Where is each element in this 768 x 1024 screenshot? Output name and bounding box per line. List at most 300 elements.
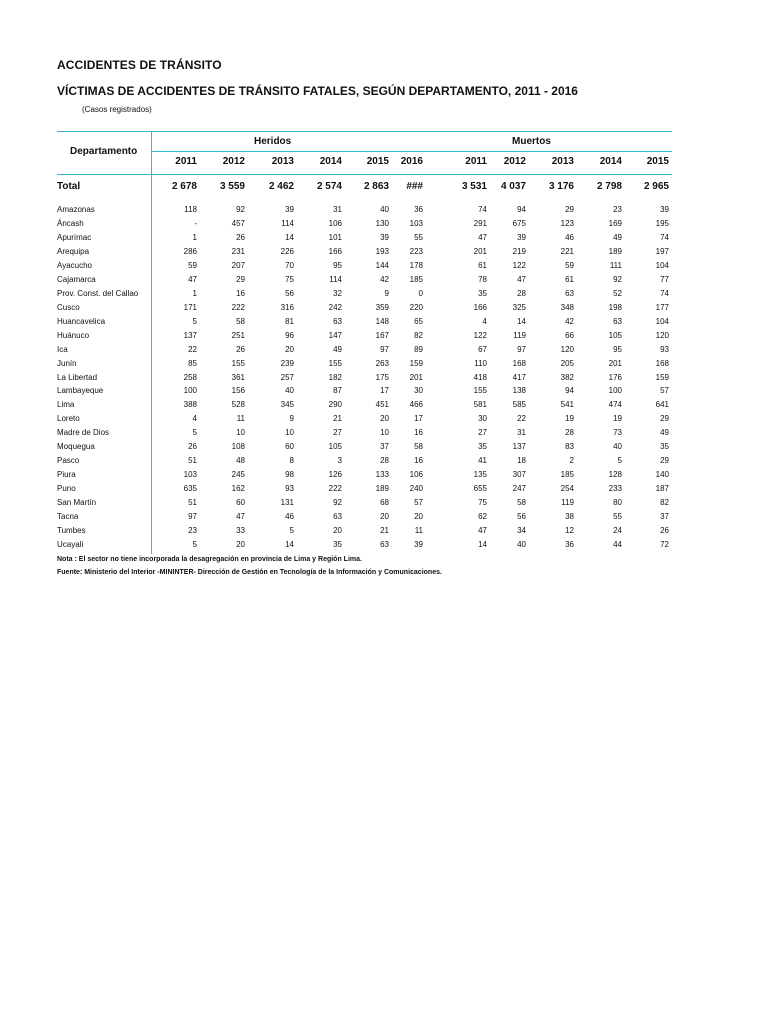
table-cell: 114	[329, 275, 342, 284]
table-cell: 418	[473, 373, 487, 382]
table-cell: 61	[565, 275, 574, 284]
table-cell: 19	[613, 414, 622, 423]
table-cell: 22	[517, 414, 526, 423]
table-cell: 388	[183, 400, 197, 409]
table-cell: 94	[517, 205, 526, 214]
table-cell: 24	[613, 526, 622, 535]
table-cell: 57	[660, 386, 669, 395]
table-cell: 42	[380, 275, 389, 284]
table-cell: 55	[414, 233, 423, 242]
year-header: 2013	[271, 156, 294, 167]
table-cell: 105	[328, 442, 342, 451]
table-cell: 63	[380, 540, 389, 549]
table-cell: 44	[613, 540, 622, 549]
table-cell: 126	[328, 470, 342, 479]
table-cell: 95	[333, 261, 342, 270]
department-name: Arequipa	[57, 247, 90, 256]
table-cell: 47	[236, 512, 245, 521]
department-name: Apurímac	[57, 233, 92, 242]
table-cell: 17	[380, 386, 389, 395]
table-cell: 39	[660, 205, 669, 214]
table-cell: 8	[289, 456, 294, 465]
table-cell: 23	[188, 526, 197, 535]
table-cell: 21	[380, 526, 389, 535]
department-name: Áncash	[57, 219, 84, 228]
table-cell: 28	[517, 289, 526, 298]
table-cell: 92	[613, 275, 622, 284]
table-cell: 316	[280, 303, 294, 312]
table-cell: 41	[478, 456, 487, 465]
table-cell: 63	[333, 317, 342, 326]
table-cell: 177	[655, 303, 669, 312]
table-cell: 106	[328, 219, 342, 228]
table-cell: 74	[660, 289, 669, 298]
table-cell: 130	[375, 219, 389, 228]
table-cell: 159	[409, 359, 423, 368]
total-cell: ###	[406, 181, 423, 192]
table-cell: 3	[337, 456, 342, 465]
table-cell: 474	[608, 400, 622, 409]
table-cell: 12	[565, 526, 574, 535]
table-cell: 247	[512, 484, 526, 493]
table-cell: 104	[655, 317, 669, 326]
table-cell: 26	[236, 345, 245, 354]
table-cell: 63	[613, 317, 622, 326]
table-cell: 68	[380, 498, 389, 507]
table-cell: 2	[569, 456, 574, 465]
table-cell: 30	[414, 386, 423, 395]
table-cell: 77	[660, 275, 669, 284]
table-cell: 47	[517, 275, 526, 284]
table-cell: 239	[280, 359, 294, 368]
table-cell: 451	[375, 400, 389, 409]
table-cell: 39	[285, 205, 294, 214]
table-cell: 128	[608, 470, 622, 479]
table-cell: 114	[281, 219, 294, 228]
table-cell: 466	[409, 400, 423, 409]
table-cell: 26	[660, 526, 669, 535]
table-cell: 655	[473, 484, 487, 493]
table-cell: 81	[285, 317, 294, 326]
table-cell: 38	[565, 512, 574, 521]
table-cell: 182	[328, 373, 342, 382]
table-cell: 226	[280, 247, 294, 256]
table-cell: 119	[513, 331, 526, 340]
table-cell: 176	[608, 373, 622, 382]
table-cell: 104	[655, 261, 669, 270]
department-name: Piura	[57, 470, 76, 479]
table-cell: 140	[655, 470, 669, 479]
table-cell: 133	[375, 470, 389, 479]
table-cell: 245	[231, 470, 245, 479]
table-cell: 359	[375, 303, 389, 312]
year-header: 2012	[222, 156, 245, 167]
department-name: Loreto	[57, 414, 80, 423]
table-cell: 201	[409, 373, 423, 382]
table-cell: 22	[188, 345, 197, 354]
table-cell: 26	[236, 233, 245, 242]
table-cell: 34	[517, 526, 526, 535]
table-cell: 222	[328, 484, 342, 493]
table-cell: 51	[188, 498, 197, 507]
table-cell: 9	[289, 414, 294, 423]
table-cell: 382	[560, 373, 574, 382]
muertos-header: Muertos	[512, 136, 551, 147]
table-cell: 37	[380, 442, 389, 451]
year-header: 2014	[599, 156, 622, 167]
table-cell: 122	[473, 331, 487, 340]
table-cell: 5	[617, 456, 622, 465]
table-cell: 52	[613, 289, 622, 298]
year-header: 2014	[319, 156, 342, 167]
section-title: ACCIDENTES DE TRÁNSITO	[57, 58, 222, 72]
table-cell: 178	[409, 261, 423, 270]
table-cell: 5	[192, 540, 197, 549]
department-name: Prov. Const. del Callao	[57, 289, 139, 298]
table-cell: 29	[660, 414, 669, 423]
department-name: Ucayali	[57, 540, 84, 549]
table-cell: 96	[285, 331, 294, 340]
table-cell: 58	[236, 317, 245, 326]
table-cell: 16	[236, 289, 245, 298]
department-name: Tacna	[57, 512, 79, 521]
table-cell: 223	[409, 247, 423, 256]
table-cell: -	[194, 219, 197, 228]
table-cell: 457	[231, 219, 245, 228]
table-cell: 189	[608, 247, 622, 256]
table-cell: 97	[517, 345, 526, 354]
table-cell: 635	[183, 484, 197, 493]
total-cell: 2 678	[171, 181, 197, 192]
table-cell: 5	[192, 428, 197, 437]
table-cell: 220	[409, 303, 423, 312]
table-cell: 100	[608, 386, 622, 395]
table-cell: 27	[478, 428, 487, 437]
table-cell: 4	[192, 414, 197, 423]
table-cell: 242	[328, 303, 342, 312]
table-cell: 93	[285, 484, 294, 493]
table-cell: 20	[380, 414, 389, 423]
table-cell: 257	[280, 373, 294, 382]
table-cell: 641	[655, 400, 669, 409]
table-cell: 60	[285, 442, 294, 451]
table-cell: 14	[517, 317, 526, 326]
group-underline	[151, 151, 672, 152]
table-cell: 111	[609, 261, 622, 270]
department-name: Tumbes	[57, 526, 86, 535]
department-name: Ica	[57, 345, 68, 354]
total-label: Total	[57, 181, 81, 192]
table-cell: 40	[613, 442, 622, 451]
table-cell: 263	[375, 359, 389, 368]
table-cell: 29	[236, 275, 245, 284]
total-cell: 2 798	[596, 181, 622, 192]
table-cell: 16	[414, 456, 423, 465]
department-name: Junín	[57, 359, 77, 368]
table-cell: 75	[478, 498, 487, 507]
table-cell: 0	[418, 289, 423, 298]
year-header: 2013	[551, 156, 574, 167]
table-cell: 159	[655, 373, 669, 382]
table-cell: 10	[285, 428, 294, 437]
table-cell: 231	[231, 247, 245, 256]
table-cell: 100	[183, 386, 197, 395]
table-cell: 39	[380, 233, 389, 242]
table-cell: 29	[565, 205, 574, 214]
table-cell: 147	[328, 331, 342, 340]
departamento-header: Departamento	[70, 146, 138, 157]
table-cell: 58	[517, 498, 526, 507]
table-cell: 85	[188, 359, 197, 368]
table-cell: 207	[231, 261, 245, 270]
table-cell: 131	[280, 498, 294, 507]
table-cell: 67	[478, 345, 487, 354]
table-cell: 168	[512, 359, 526, 368]
department-name: Ayacucho	[57, 261, 92, 270]
table-cell: 166	[473, 303, 487, 312]
table-cell: 585	[512, 400, 526, 409]
table-cell: 40	[285, 386, 294, 395]
table-cell: 47	[188, 275, 197, 284]
table-cell: 82	[414, 331, 423, 340]
year-header: 2011	[465, 156, 487, 167]
body-divider	[151, 174, 152, 554]
table-cell: 103	[183, 470, 197, 479]
total-cell: 2 574	[316, 181, 342, 192]
table-cell: 137	[512, 442, 526, 451]
table-cell: 528	[231, 400, 245, 409]
units-label: (Casos registrados)	[82, 105, 152, 114]
table-cell: 101	[328, 233, 342, 242]
table-cell: 120	[560, 345, 574, 354]
table-cell: 167	[375, 331, 389, 340]
table-cell: 35	[660, 442, 669, 451]
header-bottom-rule	[57, 174, 672, 175]
table-cell: 46	[565, 233, 574, 242]
table-cell: 42	[565, 317, 574, 326]
table-cell: 35	[333, 540, 342, 549]
table-cell: 1	[192, 233, 197, 242]
table-cell: 56	[517, 512, 526, 521]
department-name: Puno	[57, 484, 76, 493]
table-cell: 219	[512, 247, 526, 256]
table-cell: 175	[375, 373, 389, 382]
table-cell: 63	[565, 289, 574, 298]
total-cell: 2 863	[363, 181, 389, 192]
table-cell: 108	[231, 442, 245, 451]
department-name: Huancavelica	[57, 317, 106, 326]
table-cell: 171	[183, 303, 197, 312]
table-cell: 185	[560, 470, 574, 479]
table-cell: 240	[409, 484, 423, 493]
year-header: 2015	[646, 156, 669, 167]
table-cell: 56	[285, 289, 294, 298]
year-header: 2016	[400, 156, 423, 167]
table-cell: 59	[565, 261, 574, 270]
table-cell: 83	[565, 442, 574, 451]
table-cell: 16	[414, 428, 423, 437]
table-cell: 168	[655, 359, 669, 368]
table-cell: 58	[414, 442, 423, 451]
table-cell: 30	[478, 414, 487, 423]
table-cell: 35	[478, 289, 487, 298]
table-note: Nota : El sector no tiene incorporada la desagregación en provincia de Lima y Región Lima.	[57, 556, 362, 563]
table-cell: 27	[333, 428, 342, 437]
table-cell: 123	[560, 219, 574, 228]
table-cell: 37	[660, 512, 669, 521]
table-cell: 33	[236, 526, 245, 535]
table-cell: 94	[565, 386, 574, 395]
department-name: Cajamarca	[57, 275, 96, 284]
table-cell: 144	[375, 261, 389, 270]
department-name: San Martín	[57, 498, 97, 507]
table-cell: 39	[517, 233, 526, 242]
table-cell: 417	[512, 373, 526, 382]
table-cell: 14	[285, 540, 294, 549]
table-cell: 541	[560, 400, 574, 409]
table-cell: 137	[183, 331, 197, 340]
table-cell: 49	[333, 345, 342, 354]
table-cell: 148	[375, 317, 389, 326]
table-cell: 119	[561, 498, 574, 507]
table-cell: 92	[236, 205, 245, 214]
table-cell: 1	[192, 289, 197, 298]
table-cell: 233	[608, 484, 622, 493]
total-cell: 2 965	[643, 181, 669, 192]
table-cell: 290	[328, 400, 342, 409]
table-cell: 63	[333, 512, 342, 521]
table-cell: 169	[608, 219, 622, 228]
table-cell: 9	[384, 289, 389, 298]
table-title: VÍCTIMAS DE ACCIDENTES DE TRÁNSITO FATALES, SEGÚN DEPARTAMENTO, 2011 - 2016	[57, 84, 578, 98]
table-cell: 93	[660, 345, 669, 354]
table-cell: 307	[512, 470, 526, 479]
table-cell: 221	[560, 247, 574, 256]
table-cell: 36	[414, 205, 423, 214]
table-cell: 205	[560, 359, 574, 368]
table-cell: 47	[478, 233, 487, 242]
table-cell: 5	[289, 526, 294, 535]
table-cell: 21	[333, 414, 342, 423]
table-cell: 10	[380, 428, 389, 437]
table-cell: 222	[231, 303, 245, 312]
table-cell: 92	[333, 498, 342, 507]
table-cell: 17	[414, 414, 423, 423]
table-cell: 26	[188, 442, 197, 451]
department-name: Amazonas	[57, 205, 95, 214]
table-cell: 345	[280, 400, 294, 409]
table-cell: 82	[660, 498, 669, 507]
table-cell: 74	[660, 233, 669, 242]
table-cell: 59	[188, 261, 197, 270]
table-cell: 11	[414, 526, 423, 535]
table-cell: 73	[613, 428, 622, 437]
table-cell: 348	[560, 303, 574, 312]
department-name: Moquegua	[57, 442, 95, 451]
table-cell: 258	[183, 373, 197, 382]
table-cell: 251	[231, 331, 245, 340]
table-cell: 185	[409, 275, 423, 284]
department-name: Madre de Dios	[57, 428, 110, 437]
table-cell: 14	[285, 233, 294, 242]
year-header: 2011	[175, 156, 197, 167]
table-cell: 106	[409, 470, 423, 479]
table-cell: 166	[328, 247, 342, 256]
table-cell: 156	[231, 386, 245, 395]
department-name: Huánuco	[57, 331, 90, 340]
table-cell: 138	[512, 386, 526, 395]
table-cell: 75	[285, 275, 294, 284]
total-cell: 3 531	[461, 181, 487, 192]
table-cell: 122	[512, 261, 526, 270]
table-cell: 325	[512, 303, 526, 312]
table-cell: 39	[414, 540, 423, 549]
table-cell: 20	[236, 540, 245, 549]
top-rule	[57, 131, 672, 132]
table-cell: 155	[328, 359, 342, 368]
table-cell: 23	[613, 205, 622, 214]
department-name: Cusco	[57, 303, 80, 312]
table-cell: 20	[380, 512, 389, 521]
table-cell: 48	[236, 456, 245, 465]
table-cell: 49	[613, 233, 622, 242]
table-cell: 120	[655, 331, 669, 340]
table-cell: 189	[375, 484, 389, 493]
table-source: Fuente: Ministerio del Interior -MININTER- Dirección de Gestión en Tecnología de la Información y Comunicaciones.	[57, 569, 442, 576]
table-cell: 46	[285, 512, 294, 521]
table-cell: 65	[414, 317, 423, 326]
table-cell: 97	[380, 345, 389, 354]
table-cell: 28	[380, 456, 389, 465]
table-cell: 155	[231, 359, 245, 368]
table-cell: 97	[188, 512, 197, 521]
heridos-header: Heridos	[254, 136, 292, 147]
table-cell: 5	[192, 317, 197, 326]
table-cell: 89	[414, 345, 423, 354]
total-cell: 3 559	[219, 181, 245, 192]
total-cell: 3 176	[548, 181, 574, 192]
table-cell: 74	[478, 205, 487, 214]
table-cell: 47	[478, 526, 487, 535]
table-cell: 31	[517, 428, 526, 437]
table-cell: 20	[285, 345, 294, 354]
table-cell: 98	[285, 470, 294, 479]
table-cell: 40	[517, 540, 526, 549]
total-cell: 4 037	[500, 181, 526, 192]
department-name: Lima	[57, 400, 75, 409]
table-cell: 35	[478, 442, 487, 451]
table-cell: 31	[333, 205, 342, 214]
table-cell: 254	[560, 484, 574, 493]
table-cell: 11	[236, 414, 245, 423]
table-cell: 66	[565, 331, 574, 340]
table-cell: 80	[613, 498, 622, 507]
department-name: Pasco	[57, 456, 80, 465]
total-cell: 2 462	[268, 181, 294, 192]
table-cell: 14	[478, 540, 487, 549]
table-cell: 675	[512, 219, 526, 228]
table-cell: 195	[655, 219, 669, 228]
table-cell: 70	[285, 261, 294, 270]
table-cell: 581	[473, 400, 487, 409]
table-cell: 18	[517, 456, 526, 465]
table-cell: 62	[478, 512, 487, 521]
table-cell: 95	[613, 345, 622, 354]
table-cell: 198	[608, 303, 622, 312]
table-cell: 201	[608, 359, 622, 368]
table-cell: 29	[660, 456, 669, 465]
table-cell: 201	[473, 247, 487, 256]
